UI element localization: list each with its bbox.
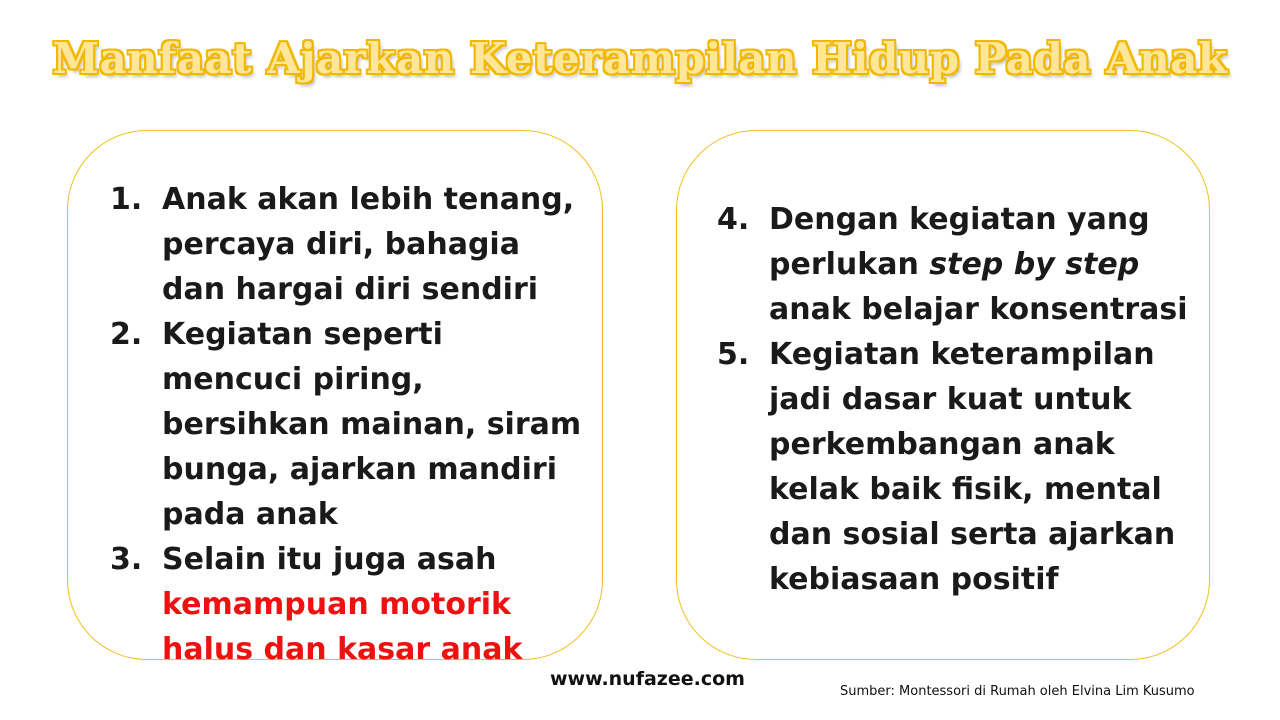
benefit-item-4 xyxy=(717,197,1197,332)
benefit-text: Kegiatan seperti mencuci piring, bersihkan mainan, siram bunga, ajarkan mandiri pada anak xyxy=(162,317,582,532)
benefit-text-after: anak belajar konsentrasi xyxy=(769,292,1188,327)
benefit-item-2 xyxy=(110,312,590,537)
benefit-text: Dengan kegiatan yang perlukan xyxy=(769,202,1150,282)
benefit-text: Anak akan lebih tenang, percaya diri, bahagia dan hargai diri sendiri xyxy=(162,182,575,307)
benefit-highlight-text: kemampuan motorik halus dan kasar anak xyxy=(162,587,523,667)
benefit-number: 5. xyxy=(717,337,750,372)
benefit-text: Kegiatan keterampilan jadi dasar kuat untuk perkembangan anak kelak baik fisik, mental dan sosial serta ajarkan kebiasaan positif xyxy=(769,337,1176,597)
source-credit: Sumber: Montessori di Rumah oleh Elvina Lim Kusumo xyxy=(840,684,1195,699)
website-link[interactable]: www.nufazee.com xyxy=(550,668,745,690)
benefit-item-1 xyxy=(110,177,590,312)
benefits-list-left xyxy=(110,177,590,672)
benefit-item-5 xyxy=(717,332,1197,602)
benefits-list-right xyxy=(717,197,1197,602)
benefit-item-3 xyxy=(110,537,590,672)
benefits-card-left xyxy=(67,130,603,667)
page-title: Manfaat Ajarkan Keterampilan Hidup Pada Anak xyxy=(52,34,1228,83)
benefit-italic-text: step by step xyxy=(929,247,1140,282)
benefit-number: 1. xyxy=(110,182,143,217)
benefit-number: 2. xyxy=(110,317,143,352)
benefit-number: 3. xyxy=(110,542,143,577)
benefits-card-right xyxy=(676,130,1210,660)
benefit-text: Selain itu juga asah xyxy=(162,542,497,577)
benefit-number: 4. xyxy=(717,202,750,237)
